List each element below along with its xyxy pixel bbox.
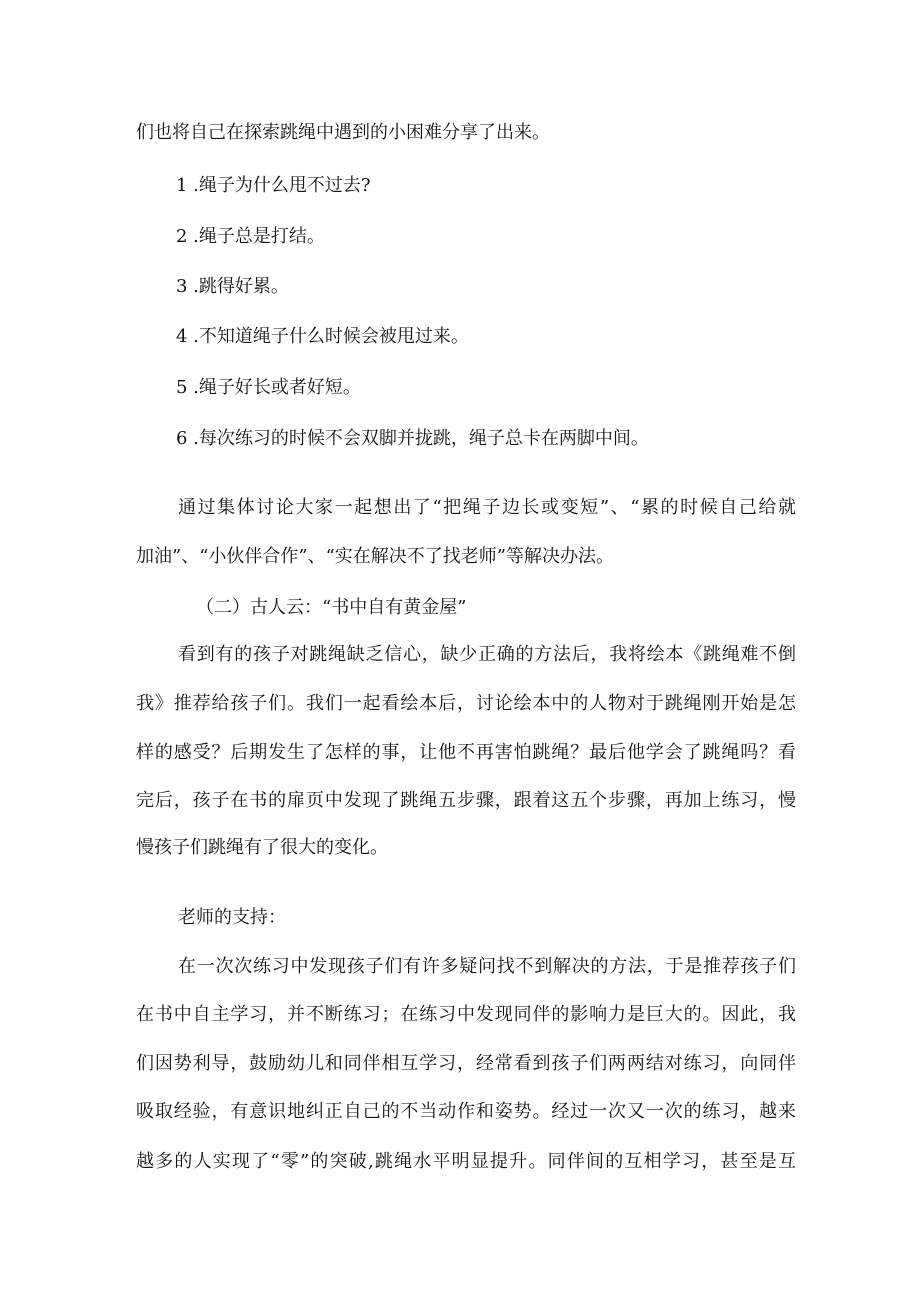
problem-item-4: 4 .不知道绳子什么时候会被甩过来。 (176, 326, 469, 347)
book-paragraph-line-4: 完后，孩子在书的扉页中发现了跳绳五步骤，跟着这五个步骤，再加上练习，慢 (136, 790, 796, 811)
discussion-line-1: 通过集体讨论大家一起想出了“把绳子边长或变短”、“累的时候自己给就 (178, 497, 796, 518)
discussion-line-2: 加油”、“小伙伴合作”、“实在解决不了找老师”等解决办法。 (136, 546, 615, 567)
book-paragraph-line-5: 慢孩子们跳绳有了很大的变化。 (136, 837, 388, 858)
teacher-paragraph-line-3: 们因势利导，鼓励幼儿和同伴相互学习，经常看到孩子们两两结对练习，向同伴 (136, 1053, 796, 1074)
teacher-paragraph-line-4: 吸取经验，有意识地纠正自己的不当动作和姿势。经过一次又一次的练习，越来 (136, 1101, 796, 1122)
problem-item-2: 2 .绳子总是打结。 (176, 226, 325, 247)
book-paragraph-line-3: 样的感受？后期发生了怎样的事，让他不再害怕跳绳？最后他学会了跳绳吗？看 (136, 742, 796, 763)
book-paragraph-line-2: 我》推荐给孩子们。我们一起看绘本后，讨论绘本中的人物对于跳绳刚开始是怎 (136, 693, 796, 714)
problem-item-1: 1 .绳子为什么甩不过去? (176, 175, 371, 196)
teacher-paragraph-line-2: 在书中自主学习，并不断练习；在练习中发现同伴的影响力是巨大的。因此，我 (136, 1004, 796, 1025)
section2-heading: （二）古人云：“书中自有黄金屋” (196, 597, 467, 618)
book-paragraph-line-1: 看到有的孩子对跳绳缺乏信心，缺少正确的方法后，我将绘本《跳绳难不倒 (178, 644, 796, 665)
intro-tail-line: 们也将自己在探索跳绳中遇到的小困难分享了出来。 (136, 122, 550, 143)
problem-item-5: 5 .绳子好长或者好短。 (176, 377, 361, 398)
teacher-paragraph-line-5: 越多的人实现了“零”的突破,跳绳水平明显提升。同伴间的互相学习，甚至是互 (136, 1151, 796, 1172)
problem-item-6: 6 .每次练习的时候不会双脚并拢跳，绳子总卡在两脚中间。 (176, 428, 649, 449)
problem-item-3: 3 .跳得好累。 (176, 276, 289, 297)
teacher-paragraph-line-1: 在一次次练习中发现孩子们有许多疑问找不到解决的方法，于是推荐孩子们 (178, 956, 796, 977)
teacher-support-heading: 老师的支持： (178, 907, 286, 928)
